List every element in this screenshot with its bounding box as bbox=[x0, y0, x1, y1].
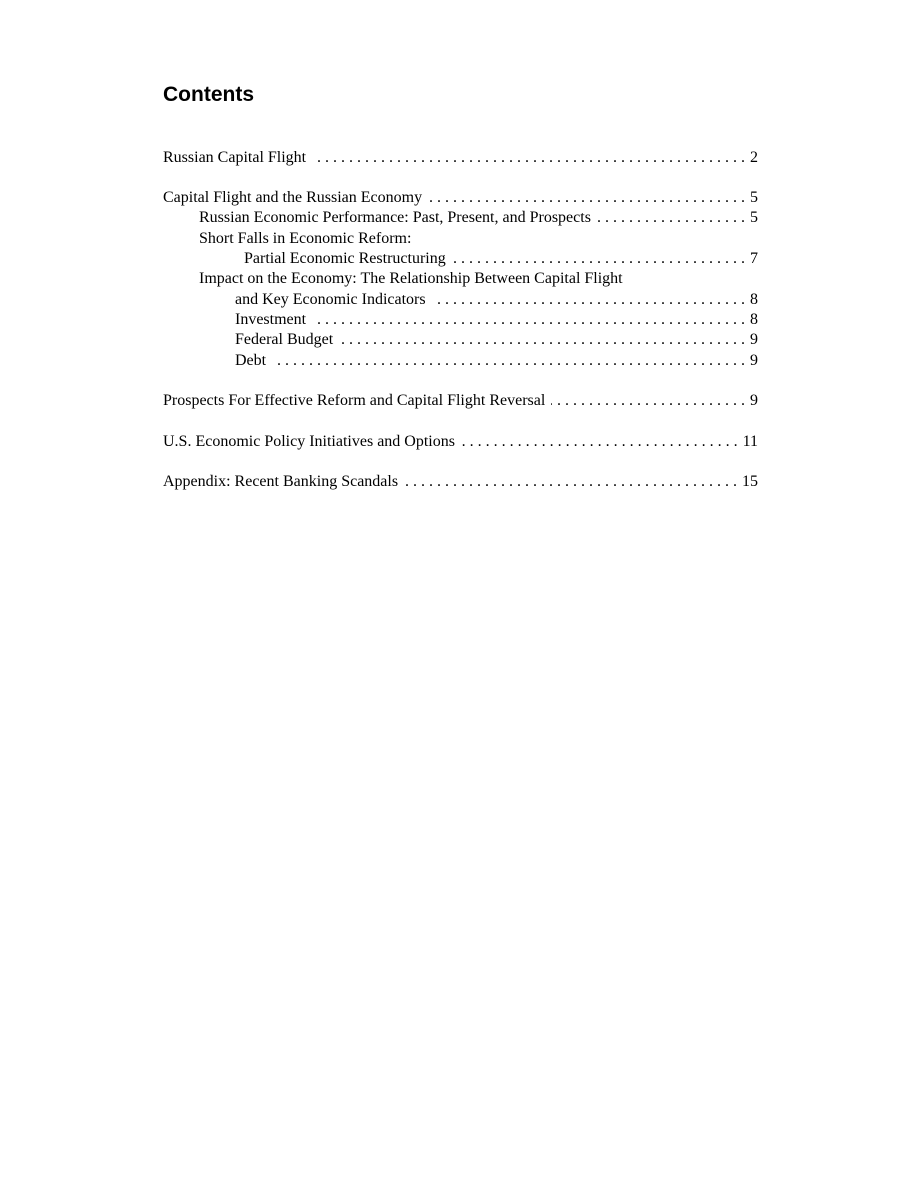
toc-page-number: 9 bbox=[750, 331, 758, 348]
dot-leader bbox=[312, 309, 745, 330]
dot-leader bbox=[551, 390, 745, 411]
toc-entry[interactable] bbox=[163, 147, 758, 168]
toc-entry[interactable] bbox=[163, 471, 758, 492]
dot-leader bbox=[428, 187, 745, 208]
toc-page-number: 2 bbox=[750, 149, 758, 166]
contents-heading: Contents bbox=[163, 83, 254, 106]
toc-subentry[interactable] bbox=[244, 248, 758, 269]
toc-subentry[interactable] bbox=[235, 309, 758, 330]
toc-entry-label: Capital Flight and the Russian Economy bbox=[163, 189, 423, 206]
toc-subentry[interactable] bbox=[235, 350, 758, 371]
toc-subentry[interactable] bbox=[199, 228, 758, 249]
toc-entry-label: Russian Capital Flight bbox=[163, 149, 307, 166]
dot-leader bbox=[339, 329, 745, 350]
toc-entry-label: Impact on the Economy: The Relationship Between Capital Flight bbox=[199, 270, 623, 287]
dot-leader bbox=[461, 431, 738, 452]
toc-subentry[interactable] bbox=[199, 207, 758, 228]
toc-page-number: 5 bbox=[750, 189, 758, 206]
toc-entry-label: Partial Economic Restructuring bbox=[244, 250, 446, 267]
dot-leader bbox=[452, 248, 745, 269]
toc-page-number: 11 bbox=[742, 433, 758, 450]
toc-entry-label: Prospects For Effective Reform and Capital Flight Reversal bbox=[163, 392, 546, 409]
toc-subentry[interactable] bbox=[235, 289, 758, 310]
toc-entry-label: Appendix: Recent Banking Scandals bbox=[163, 473, 399, 490]
toc-entry[interactable] bbox=[163, 431, 758, 452]
toc-entry[interactable] bbox=[163, 187, 758, 208]
dot-leader bbox=[597, 207, 745, 228]
toc-page-number: 9 bbox=[750, 392, 758, 409]
toc-page-number: 8 bbox=[750, 311, 758, 328]
toc-entry-label: Federal Budget bbox=[235, 331, 334, 348]
toc-entry-label: Short Falls in Economic Reform: bbox=[199, 230, 412, 247]
dot-leader bbox=[404, 471, 737, 492]
dot-leader bbox=[432, 289, 745, 310]
toc-subentry[interactable] bbox=[199, 268, 758, 289]
toc-page-number: 5 bbox=[750, 209, 758, 226]
toc-subentry[interactable] bbox=[235, 329, 758, 350]
dot-leader bbox=[272, 350, 745, 371]
dot-leader bbox=[312, 147, 745, 168]
toc-page-number: 9 bbox=[750, 352, 758, 369]
toc-entry-label: and Key Economic Indicators bbox=[235, 291, 426, 308]
toc-entry-label: Investment bbox=[235, 311, 307, 328]
toc-entry[interactable] bbox=[163, 390, 758, 411]
toc-entry-label: U.S. Economic Policy Initiatives and Options bbox=[163, 433, 455, 450]
toc-page-number: 7 bbox=[750, 250, 758, 267]
toc-page-number: 8 bbox=[750, 291, 758, 308]
toc-page-number: 15 bbox=[742, 473, 758, 490]
toc-entry-label: Debt bbox=[235, 352, 267, 369]
toc-entry-label: Russian Economic Performance: Past, Present, and Prospects bbox=[199, 209, 591, 226]
